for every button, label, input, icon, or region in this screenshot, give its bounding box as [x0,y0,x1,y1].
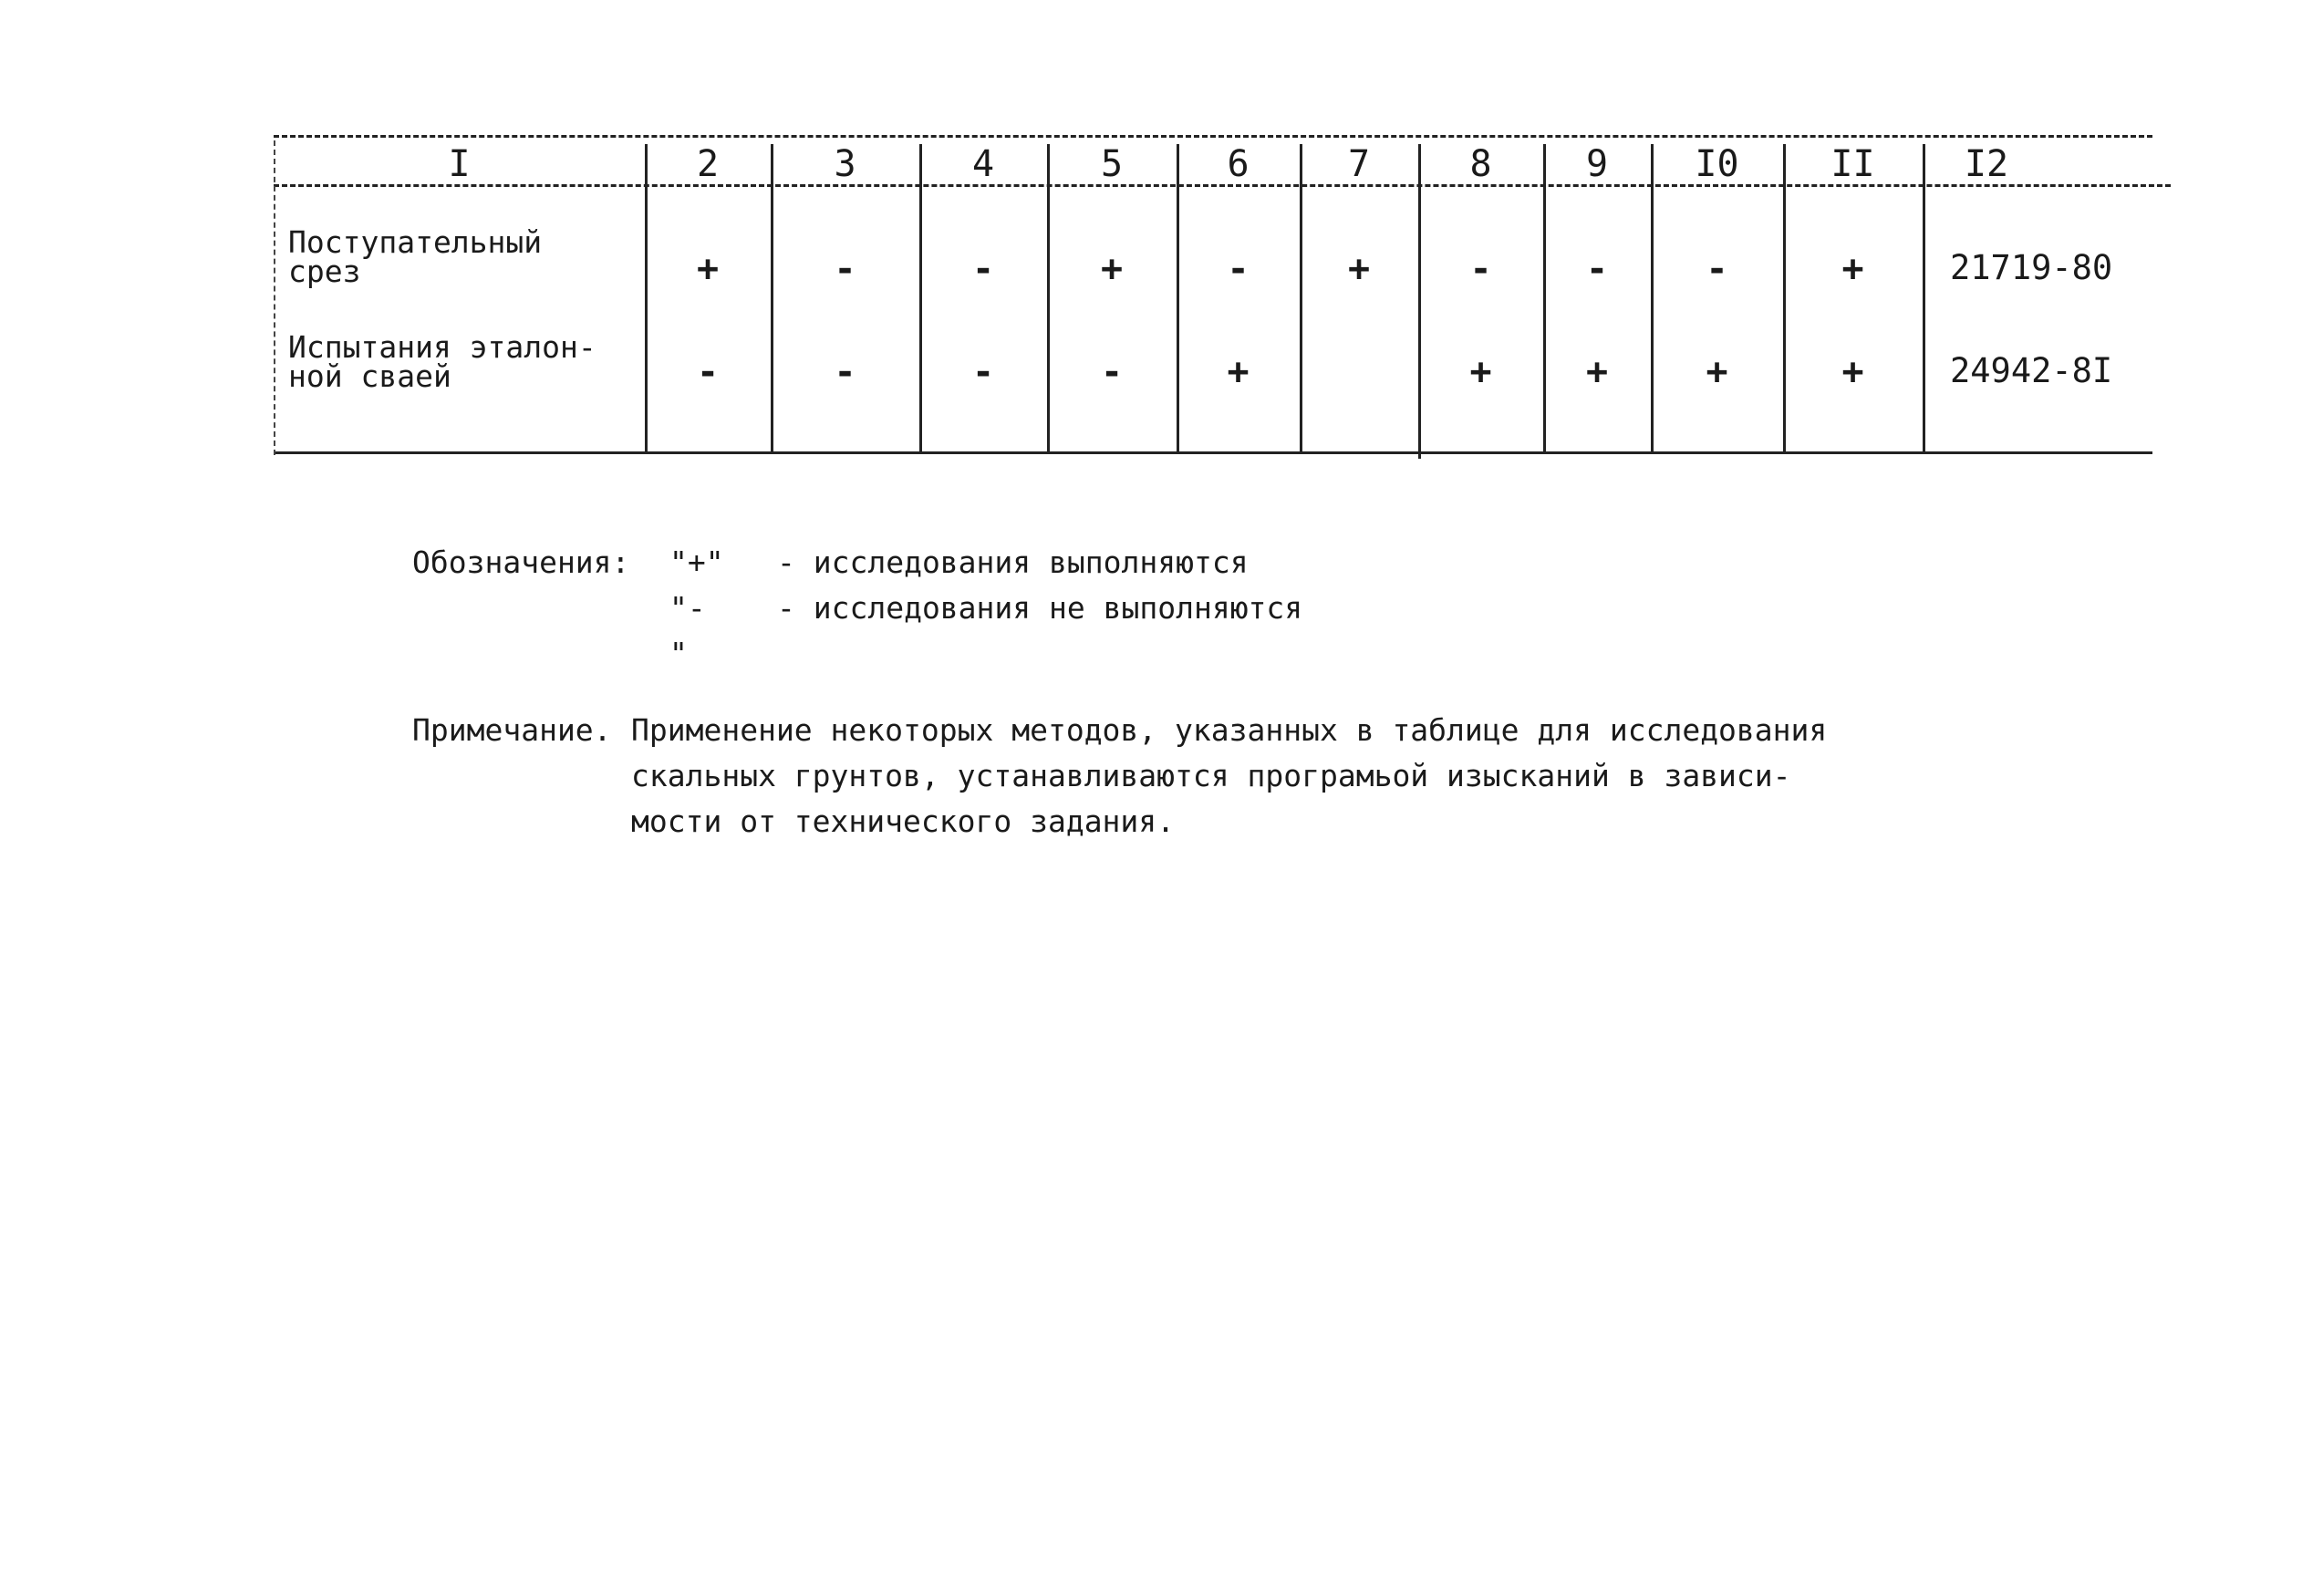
column-divider [1783,144,1786,454]
column-divider [1543,144,1546,454]
table-cell [1300,349,1418,395]
table-cell: - [1100,351,1124,393]
table-cell: - [971,248,995,290]
column-header: 3 [834,143,856,185]
table-cell: + [1347,248,1371,290]
legend-title: Обозначения: [412,544,630,580]
note-label: Примечание. [412,712,612,748]
table-cell: + [1227,351,1250,393]
column-header: 4 [971,143,995,185]
note-text: Применение некоторых методов, указанных в таблице для исследования скальных грунтов, устанавливаются програмьой изысканий в зависи- мости от технического задания. [631,712,1828,839]
column-header: I2 [1964,143,2009,185]
methods-table [274,128,2171,461]
column-header: 7 [1347,143,1371,185]
column-divider [1300,144,1302,454]
column-divider [1177,144,1179,454]
column-divider [1923,144,1925,454]
table-header-rule [274,184,2171,187]
row-label: Испытания эталон- ной сваей [288,329,596,394]
legend-description: - исследования не выполняются [777,590,1303,626]
column-header: 2 [696,143,720,185]
table-cell: - [1585,248,1609,290]
gost-number: 21719-80 [1950,248,2113,287]
table-cell: - [971,351,995,393]
table-cell: + [696,248,720,290]
table-cell: + [1469,351,1492,393]
column-divider [645,144,648,454]
legend-symbol: "+" [669,544,724,580]
table-cell: + [1841,351,1864,393]
table-cell: - [834,248,856,290]
column-header: I0 [1695,143,1739,185]
table-cell: - [696,351,720,393]
table-cell: + [1706,351,1728,393]
column-header: 9 [1585,143,1609,185]
row-label: Поступательный срез [288,224,543,289]
column-divider [919,144,922,454]
table-left-border [274,140,275,455]
table-cell: + [1841,248,1864,290]
column-header: II [1830,143,1875,185]
column-header: I [448,143,471,185]
table-cell: - [1227,248,1250,290]
table-bottom-border [274,451,2152,454]
legend-description: - исследования выполняются [777,544,1249,580]
table-cell: - [1469,248,1492,290]
column-divider [1651,144,1654,454]
table-cell: + [1100,248,1124,290]
column-header: 5 [1100,143,1124,185]
legend-symbol: "-" [669,590,706,671]
table-cell: + [1585,351,1609,393]
table-cell: - [1706,248,1728,290]
gost-number: 24942-8I [1950,351,2113,390]
column-divider [1418,144,1421,459]
column-header: 8 [1469,143,1492,185]
table-cell: - [834,351,856,393]
column-divider [771,144,773,454]
column-header: 6 [1227,143,1250,185]
table-top-border [274,135,2152,138]
column-divider [1047,144,1050,454]
